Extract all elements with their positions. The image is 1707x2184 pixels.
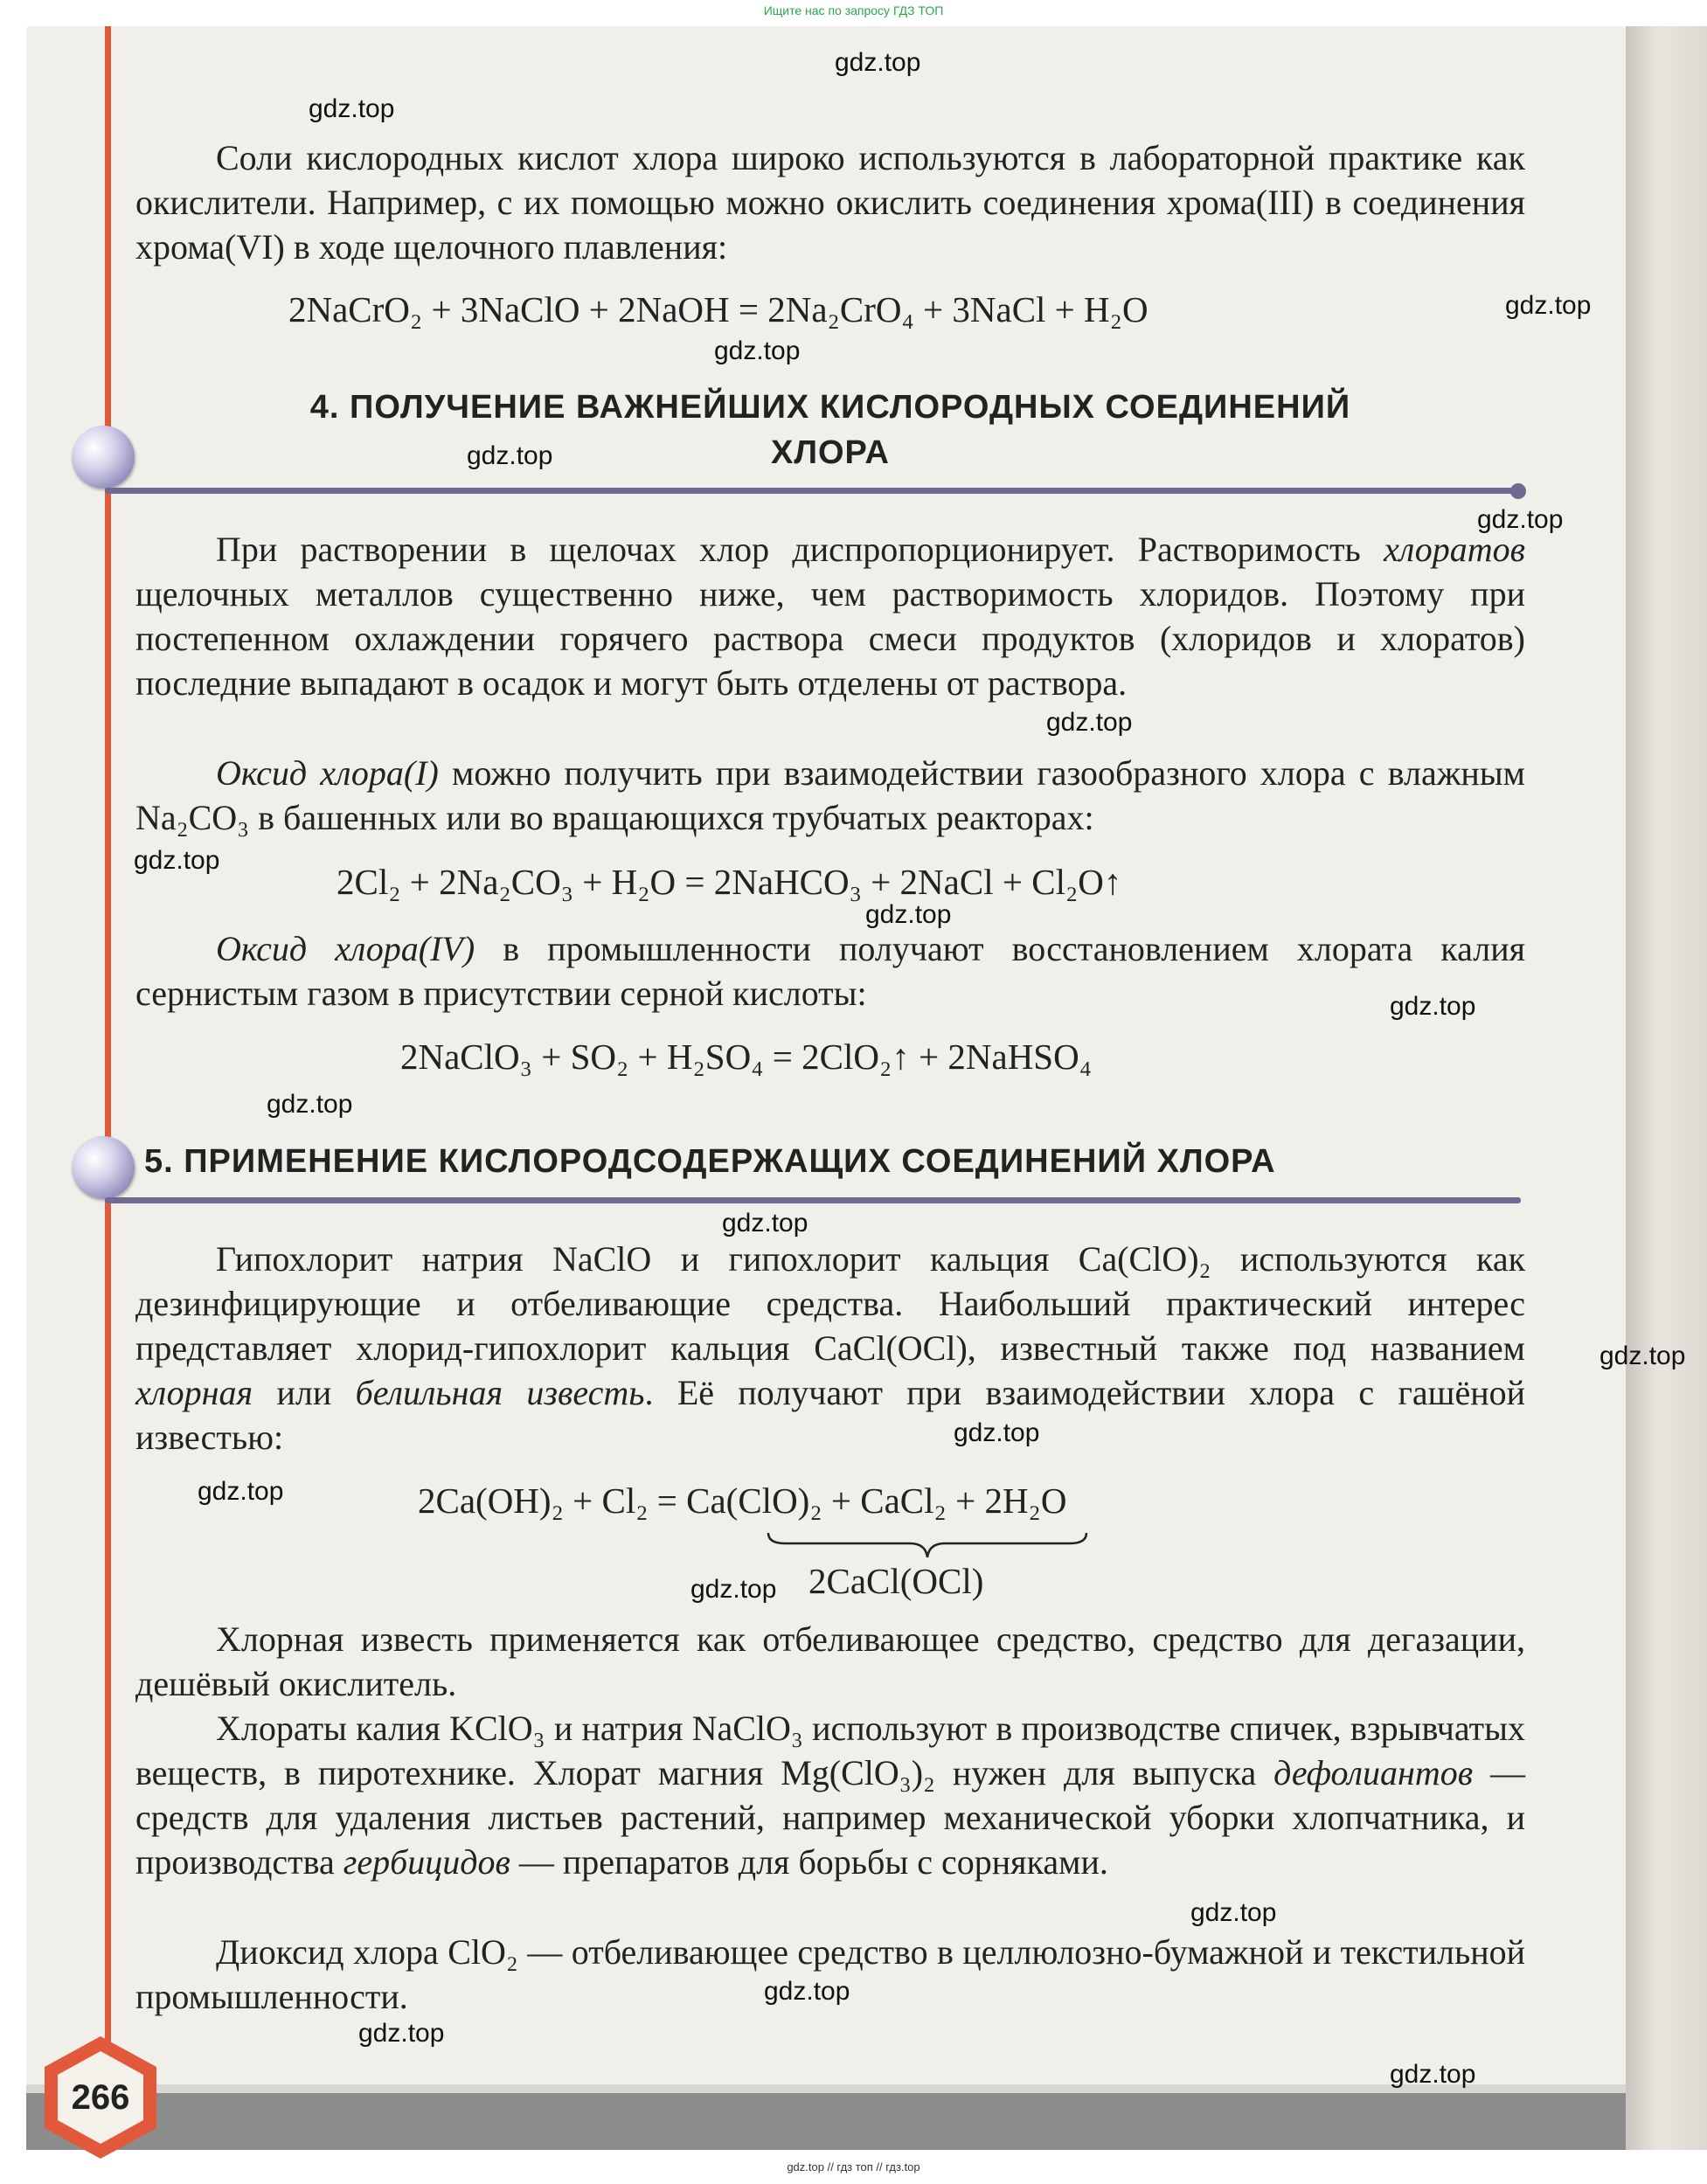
section-4-rule-end: [1510, 483, 1526, 499]
section-5-paragraph-1: Гипохлорит натрия NaClO и гипохлорит кальция Ca(ClO)₂ используются как дезинфицирующие и отбеливающие средства. Наибольший практический интерес представляет хлорид-гипохлорит кальция CaCl(OCl), известный также под названием хлорная или белильная известь. Её получают при взаимодействии хлора с гашёной известью:: [135, 1239, 1526, 1457]
section-5-paragraph-4: Диоксид хлора ClO₂ — отбеливающее средство в целлюлозно-бумажной и текстильной промышленности.: [135, 1932, 1525, 2016]
section-5-paragraph-3: Хлораты калия KClO₃ и натрия NaClO₃ используют в производстве спичек, взрывчатых веществ, в пиротехнике. Хлорат магния Mg(ClO₃)₂ нужен для выпуска дефолиантов — средств для удаления листьев растений, например механической уборки хлопчатника, и производства гербицидов — препаратов для борьбы с сорняками.: [135, 1709, 1526, 1882]
section-4-title-line1: 4. ПОЛУЧЕНИЕ ВАЖНЕЙШИХ КИСЛОРОДНЫХ СОЕДИНЕНИЙ: [309, 389, 1351, 426]
watermark: gdz.top: [134, 846, 220, 875]
watermark: gdz.top: [1477, 505, 1564, 534]
watermark: gdz.top: [1505, 291, 1592, 320]
page-number-badge: [35, 2032, 166, 2163]
bottom-note: gdz.top // гдз топ // гдз.top: [787, 2160, 920, 2174]
equation-2: 2Cl₂ + 2Na₂CO₃ + H₂O = 2NaHCO₃ + 2NaCl + Cl₂O↑: [337, 862, 1122, 902]
intro-paragraph: Соли кислородных кислот хлора широко используются в лабораторной практике как окислители. Например, с их помощью можно окислить соединения хрома(III) в соединения хрома(VI) в ходе щелочного плавления:: [135, 138, 1525, 267]
watermark: gdz.top: [1390, 992, 1476, 1021]
watermark: gdz.top: [1046, 708, 1133, 737]
section-5-paragraph-2: Хлорная известь применяется как отбеливающее средство, средство для дегазации, дешёвый окислитель.: [135, 1619, 1525, 1703]
watermark: gdz.top: [267, 1090, 353, 1119]
footer-strip: [26, 2093, 1626, 2150]
equation-4-brace-label: 2CaCl(OCl): [808, 1561, 984, 1601]
watermark: gdz.top: [714, 336, 801, 365]
section-5-title: 5. ПРИМЕНЕНИЕ КИСЛОРОДСОДЕРЖАЩИХ СОЕДИНЕНИЙ ХЛОРА: [144, 1143, 1276, 1180]
section-4-bullet-icon: [72, 426, 135, 489]
top-note: Ищите нас по запросу ГДЗ ТОП: [763, 3, 944, 17]
equation-1: 2NaCrO₂ + 3NaClO + 2NaOH = 2Na₂CrO₄ + 3NaCl + H₂O: [288, 289, 1148, 329]
watermark: gdz.top: [358, 2019, 445, 2048]
watermark: gdz.top: [1190, 1898, 1277, 1927]
watermark: gdz.top: [835, 48, 921, 77]
watermark: gdz.top: [198, 1477, 284, 1506]
section-4-rule: [105, 488, 1521, 494]
section-4-title-line2: ХЛОРА: [770, 434, 890, 471]
watermark: gdz.top: [865, 900, 952, 929]
section-4-paragraph-3: Оксид хлора(IV) в промышленности получают восстановлением хлората калия сернистым газом в присутствии серной кислоты:: [135, 929, 1525, 1013]
section-4-paragraph-2: Оксид хлора(I) можно получить при взаимодействии газообразного хлора с влажным Na₂CO₃ в башенных или во вращающихся трубчатых реакторах:: [135, 753, 1525, 837]
watermark: gdz.top: [954, 1418, 1040, 1447]
section-4-paragraph-1: При растворении в щелочах хлор диспропорционирует. Растворимость хлоратов щелочных металлов существенно ниже, чем растворимость хлоридов. Поэтому при постепенном охлаждении горячего раствора смеси продуктов (хлоридов и хлоратов) последние выпадают в осадок и могут быть отделены от раствора.: [135, 530, 1525, 703]
watermark: gdz.top: [1599, 1342, 1686, 1370]
page-edge-shadow: [1626, 26, 1707, 2150]
watermark: gdz.top: [309, 94, 395, 123]
watermark: gdz.top: [690, 1575, 777, 1604]
equation-4: 2Ca(OH)₂ + Cl₂ = Ca(ClO)₂ + CaCl₂ + 2H₂O: [418, 1480, 1067, 1521]
watermark: gdz.top: [722, 1209, 808, 1238]
section-5-rule: [105, 1197, 1521, 1203]
equation-3: 2NaClO₃ + SO₂ + H₂SO₄ = 2ClO₂↑ + 2NaHSO₄: [400, 1037, 1093, 1077]
watermark: gdz.top: [764, 1977, 850, 2006]
section-5-bullet-icon: [72, 1136, 135, 1199]
margin-line: [105, 26, 111, 2063]
watermark: gdz.top: [467, 441, 553, 470]
watermark: gdz.top: [1390, 2060, 1476, 2089]
page-number: 266: [71, 2078, 130, 2117]
